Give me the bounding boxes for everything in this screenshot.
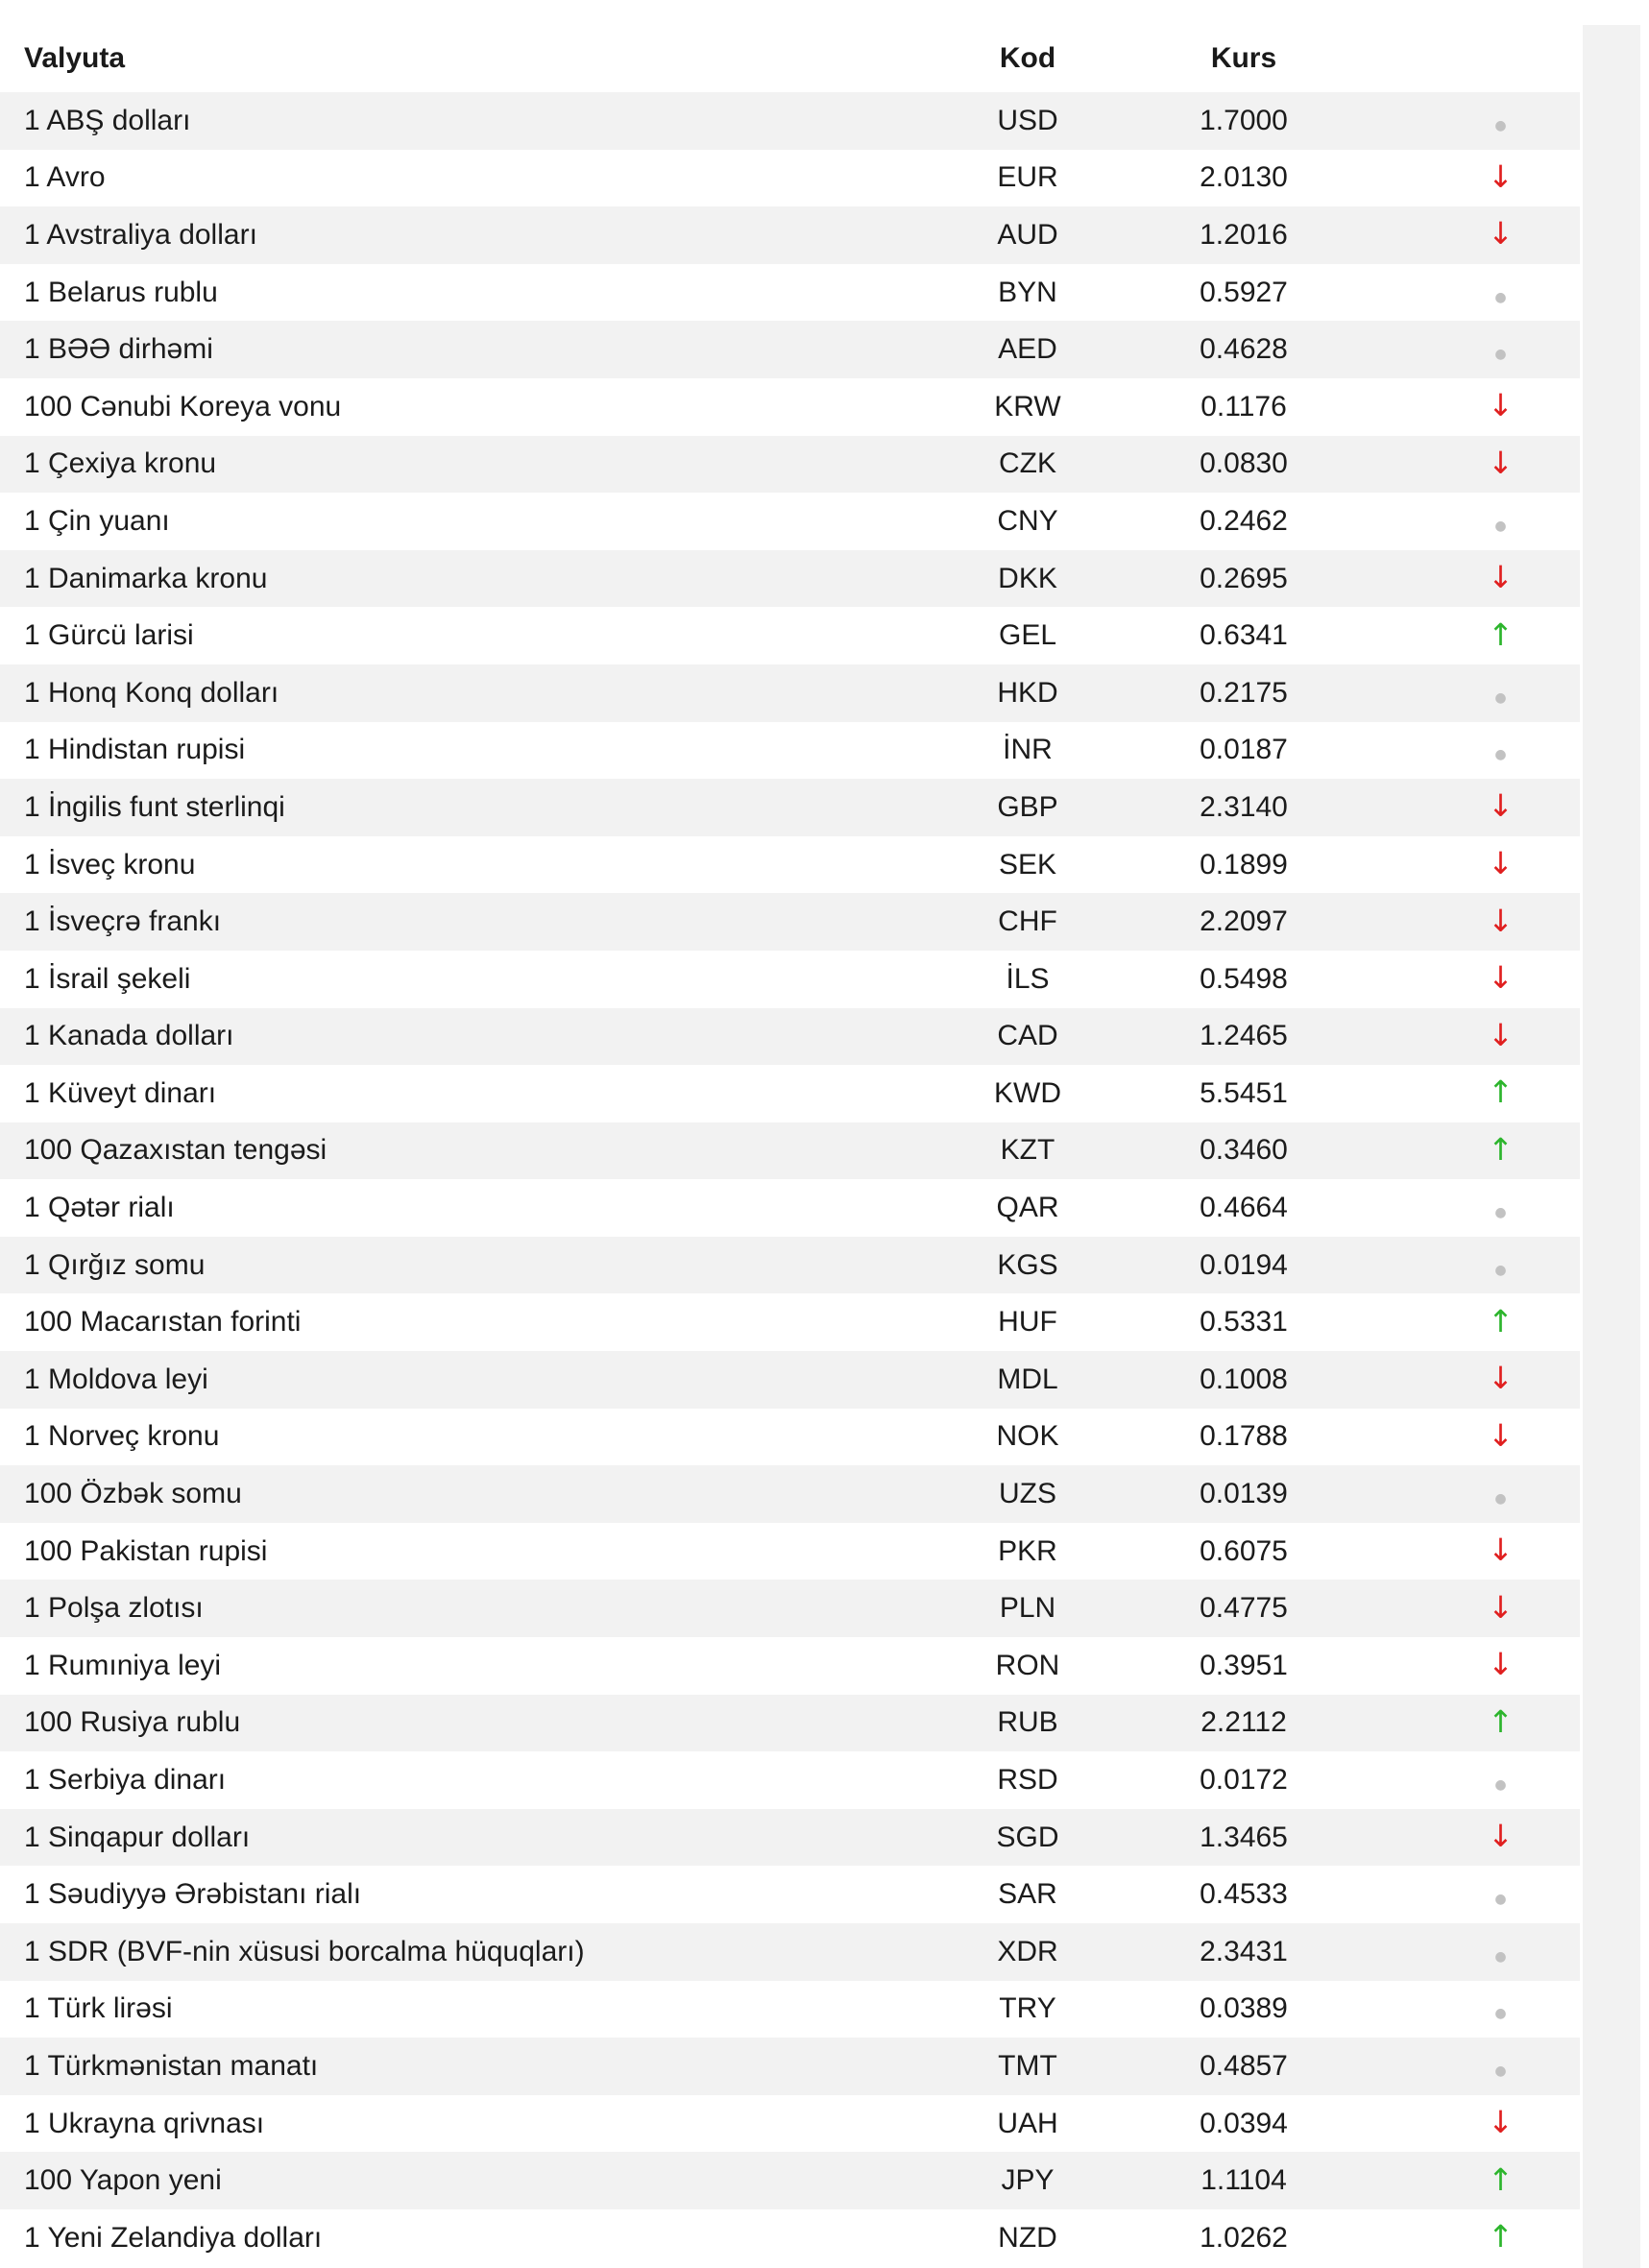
arrow-up-icon: ↑ bbox=[1488, 615, 1514, 653]
currency-name: 1 İngilis funt sterlinqi bbox=[0, 779, 749, 836]
arrow-up-icon: ↑ bbox=[1488, 2160, 1514, 2198]
exchange-rate: 0.6075 bbox=[1133, 1523, 1354, 1580]
table-row bbox=[0, 2209, 1580, 2267]
currency-code: GBP bbox=[749, 779, 1133, 836]
currency-name: 1 Gürcü larisi bbox=[0, 607, 749, 664]
currency-code: NZD bbox=[749, 2209, 1133, 2267]
currency-code: SEK bbox=[749, 836, 1133, 894]
trend-cell bbox=[1354, 378, 1580, 436]
table-row bbox=[0, 1580, 1580, 1637]
exchange-rate: 0.4775 bbox=[1133, 1580, 1354, 1637]
trend-cell bbox=[1354, 1637, 1580, 1695]
currency-name: 100 Cənubi Koreya vonu bbox=[0, 378, 749, 436]
currency-name: 100 Özbək somu bbox=[0, 1465, 749, 1523]
currency-name: 1 Qətər rialı bbox=[0, 1179, 749, 1237]
table-row bbox=[0, 206, 1580, 264]
currency-name: 1 Ukrayna qrivnası bbox=[0, 2095, 749, 2153]
currency-name: 1 Danimarka kronu bbox=[0, 550, 749, 608]
table-body bbox=[0, 92, 1580, 2267]
currency-code: TRY bbox=[749, 1981, 1133, 2039]
currency-name: 1 Honq Konq dolları bbox=[0, 664, 749, 722]
trend-cell bbox=[1354, 436, 1580, 494]
trend-cell bbox=[1354, 92, 1580, 150]
currency-code: CZK bbox=[749, 436, 1133, 494]
currency-name: 1 Moldova leyi bbox=[0, 1351, 749, 1409]
currency-code: RUB bbox=[749, 1695, 1133, 1752]
header-trend bbox=[1354, 25, 1580, 92]
dot-icon: ● bbox=[1494, 347, 1507, 363]
currency-code: UAH bbox=[749, 2095, 1133, 2153]
trend-cell bbox=[1354, 836, 1580, 894]
currency-name: 1 Qırğız somu bbox=[0, 1237, 749, 1294]
currency-code: KGS bbox=[749, 1237, 1133, 1294]
exchange-rate: 0.0139 bbox=[1133, 1465, 1354, 1523]
trend-cell bbox=[1354, 1465, 1580, 1523]
table-row bbox=[0, 2038, 1580, 2095]
exchange-rate: 0.6341 bbox=[1133, 607, 1354, 664]
currency-code: TMT bbox=[749, 2038, 1133, 2095]
currency-code: AUD bbox=[749, 206, 1133, 264]
currency-code: CNY bbox=[749, 493, 1133, 550]
trend-cell bbox=[1354, 1008, 1580, 1066]
currency-name: 1 İsrail şekeli bbox=[0, 951, 749, 1008]
currency-code: HKD bbox=[749, 664, 1133, 722]
currency-name: 1 Kanada dolları bbox=[0, 1008, 749, 1066]
dot-icon: ● bbox=[1494, 1777, 1507, 1794]
currency-code: EUR bbox=[749, 150, 1133, 207]
currency-name: 1 Avstraliya dolları bbox=[0, 206, 749, 264]
exchange-rate: 0.4533 bbox=[1133, 1866, 1354, 1923]
trend-cell bbox=[1354, 2209, 1580, 2267]
header-row bbox=[0, 25, 1580, 92]
currency-name: 1 Çin yuanı bbox=[0, 493, 749, 550]
table-row bbox=[0, 1751, 1580, 1809]
currency-code: RSD bbox=[749, 1751, 1133, 1809]
arrow-down-icon: ↓ bbox=[1488, 902, 1514, 939]
dot-icon: ● bbox=[1494, 1262, 1507, 1278]
table-row bbox=[0, 1008, 1580, 1066]
dot-icon: ● bbox=[1494, 2006, 1507, 2022]
exchange-rate: 1.1104 bbox=[1133, 2152, 1354, 2209]
dot-icon: ● bbox=[1494, 1892, 1507, 1908]
table-row bbox=[0, 264, 1580, 322]
currency-code: KZT bbox=[749, 1122, 1133, 1180]
exchange-rate: 0.3951 bbox=[1133, 1637, 1354, 1695]
currency-name: 100 Pakistan rupisi bbox=[0, 1523, 749, 1580]
table-row bbox=[0, 836, 1580, 894]
trend-cell bbox=[1354, 1065, 1580, 1122]
exchange-rate: 0.5927 bbox=[1133, 264, 1354, 322]
trend-cell bbox=[1354, 2095, 1580, 2153]
table-row bbox=[0, 1809, 1580, 1867]
exchange-rate: 1.2016 bbox=[1133, 206, 1354, 264]
exchange-rate: 0.5498 bbox=[1133, 951, 1354, 1008]
trend-cell bbox=[1354, 722, 1580, 780]
table-row bbox=[0, 1409, 1580, 1466]
currency-code: MDL bbox=[749, 1351, 1133, 1409]
table-row bbox=[0, 2152, 1580, 2209]
exchange-rate: 1.3465 bbox=[1133, 1809, 1354, 1867]
exchange-rate: 2.3140 bbox=[1133, 779, 1354, 836]
currency-name: 1 Belarus rublu bbox=[0, 264, 749, 322]
trend-cell bbox=[1354, 893, 1580, 951]
dot-icon: ● bbox=[1494, 518, 1507, 534]
arrow-down-icon: ↓ bbox=[1488, 1588, 1514, 1626]
table-row bbox=[0, 2095, 1580, 2153]
dot-icon: ● bbox=[1494, 1205, 1507, 1221]
exchange-rate: 0.1176 bbox=[1133, 378, 1354, 436]
currency-name: 1 Küveyt dinarı bbox=[0, 1065, 749, 1122]
table-row bbox=[0, 893, 1580, 951]
currency-code: NOK bbox=[749, 1409, 1133, 1466]
table-row bbox=[0, 1237, 1580, 1294]
arrow-down-icon: ↓ bbox=[1488, 387, 1514, 424]
arrow-down-icon: ↓ bbox=[1488, 157, 1514, 195]
table-row bbox=[0, 378, 1580, 436]
currency-name: 1 İsveçrə frankı bbox=[0, 893, 749, 951]
currency-name: 1 SDR (BVF-nin xüsusi borcalma hüquqları) bbox=[0, 1923, 749, 1981]
table-row bbox=[0, 1923, 1580, 1981]
currency-name: 1 Serbiya dinarı bbox=[0, 1751, 749, 1809]
arrow-up-icon: ↑ bbox=[1488, 1074, 1514, 1111]
exchange-rate: 0.1899 bbox=[1133, 836, 1354, 894]
table-row bbox=[0, 664, 1580, 722]
exchange-rate: 0.4628 bbox=[1133, 321, 1354, 378]
currency-code: İNR bbox=[749, 722, 1133, 780]
table-row bbox=[0, 1981, 1580, 2039]
arrow-down-icon: ↓ bbox=[1488, 444, 1514, 481]
header-code: Kod bbox=[999, 42, 1056, 74]
trend-cell bbox=[1354, 1293, 1580, 1351]
currency-name: 1 Türk lirəsi bbox=[0, 1981, 749, 2039]
table-row bbox=[0, 607, 1580, 664]
currency-code: SGD bbox=[749, 1809, 1133, 1867]
trend-cell bbox=[1354, 1122, 1580, 1180]
arrow-down-icon: ↓ bbox=[1488, 559, 1514, 596]
dot-icon: ● bbox=[1494, 289, 1507, 305]
trend-cell bbox=[1354, 1809, 1580, 1867]
arrow-up-icon: ↑ bbox=[1488, 1302, 1514, 1339]
arrow-up-icon: ↑ bbox=[1488, 2218, 1514, 2256]
currency-name: 1 Sinqapur dolları bbox=[0, 1809, 749, 1867]
currency-rates-table bbox=[0, 25, 1580, 2267]
currency-code: QAR bbox=[749, 1179, 1133, 1237]
arrow-down-icon: ↓ bbox=[1488, 1016, 1514, 1053]
exchange-rate: 0.0187 bbox=[1133, 722, 1354, 780]
currency-code: CHF bbox=[749, 893, 1133, 951]
arrow-down-icon: ↓ bbox=[1488, 1646, 1514, 1683]
currency-code: HUF bbox=[749, 1293, 1133, 1351]
currency-name: 1 Avro bbox=[0, 150, 749, 207]
currency-name: 100 Yapon yeni bbox=[0, 2152, 749, 2209]
arrow-up-icon: ↑ bbox=[1488, 1702, 1514, 1740]
exchange-rate: 1.0262 bbox=[1133, 2209, 1354, 2267]
exchange-rate: 0.4857 bbox=[1133, 2038, 1354, 2095]
currency-code: CAD bbox=[749, 1008, 1133, 1066]
currency-code: XDR bbox=[749, 1923, 1133, 1981]
exchange-rate: 0.0172 bbox=[1133, 1751, 1354, 1809]
trend-cell bbox=[1354, 1580, 1580, 1637]
currency-name: 100 Rusiya rublu bbox=[0, 1695, 749, 1752]
currency-name: 1 Polşa zlotısı bbox=[0, 1580, 749, 1637]
exchange-rate: 0.0394 bbox=[1133, 2095, 1354, 2153]
exchange-rate: 1.2465 bbox=[1133, 1008, 1354, 1066]
arrow-down-icon: ↓ bbox=[1488, 787, 1514, 825]
currency-name: 1 Norveç kronu bbox=[0, 1409, 749, 1466]
trend-cell bbox=[1354, 1866, 1580, 1923]
exchange-rate: 0.0389 bbox=[1133, 1981, 1354, 2039]
trend-cell bbox=[1354, 206, 1580, 264]
exchange-rate: 2.3431 bbox=[1133, 1923, 1354, 1981]
table-row bbox=[0, 1122, 1580, 1180]
exchange-rate: 0.3460 bbox=[1133, 1122, 1354, 1180]
dot-icon: ● bbox=[1494, 117, 1507, 133]
exchange-rate: 0.1008 bbox=[1133, 1351, 1354, 1409]
trend-cell bbox=[1354, 951, 1580, 1008]
arrow-down-icon: ↓ bbox=[1488, 845, 1514, 882]
currency-code: SAR bbox=[749, 1866, 1133, 1923]
arrow-down-icon: ↓ bbox=[1488, 2104, 1514, 2141]
table-row bbox=[0, 92, 1580, 150]
trend-cell bbox=[1354, 493, 1580, 550]
trend-cell bbox=[1354, 550, 1580, 608]
table-row bbox=[0, 1695, 1580, 1752]
currency-name: 100 Macarıstan forinti bbox=[0, 1293, 749, 1351]
trend-cell bbox=[1354, 607, 1580, 664]
trend-cell bbox=[1354, 1523, 1580, 1580]
dot-icon: ● bbox=[1494, 747, 1507, 763]
exchange-rate: 2.2112 bbox=[1133, 1695, 1354, 1752]
exchange-rate: 1.7000 bbox=[1133, 92, 1354, 150]
dot-icon: ● bbox=[1494, 1948, 1507, 1965]
currency-code: PKR bbox=[749, 1523, 1133, 1580]
table-row bbox=[0, 1523, 1580, 1580]
table-row bbox=[0, 550, 1580, 608]
trend-cell bbox=[1354, 779, 1580, 836]
dot-icon: ● bbox=[1494, 1491, 1507, 1508]
exchange-rate: 0.0194 bbox=[1133, 1237, 1354, 1294]
table-row bbox=[0, 150, 1580, 207]
exchange-rate: 2.2097 bbox=[1133, 893, 1354, 951]
trend-cell bbox=[1354, 1981, 1580, 2039]
currency-code: AED bbox=[749, 321, 1133, 378]
currency-code: USD bbox=[749, 92, 1133, 150]
exchange-rate: 0.2175 bbox=[1133, 664, 1354, 722]
trend-cell bbox=[1354, 2038, 1580, 2095]
currency-code: DKK bbox=[749, 550, 1133, 608]
currency-code: UZS bbox=[749, 1465, 1133, 1523]
table-row bbox=[0, 1465, 1580, 1523]
trend-cell bbox=[1354, 2152, 1580, 2209]
exchange-rate: 0.5331 bbox=[1133, 1293, 1354, 1351]
currency-name: 1 BƏƏ dirhəmi bbox=[0, 321, 749, 378]
table-row bbox=[0, 493, 1580, 550]
exchange-rate: 0.2462 bbox=[1133, 493, 1354, 550]
header-rate: Kurs bbox=[1210, 42, 1277, 74]
exchange-rate: 0.4664 bbox=[1133, 1179, 1354, 1237]
trend-cell bbox=[1354, 264, 1580, 322]
table-header bbox=[0, 25, 1580, 92]
table-row bbox=[0, 951, 1580, 1008]
trend-cell bbox=[1354, 1351, 1580, 1409]
trend-cell bbox=[1354, 664, 1580, 722]
currency-code: GEL bbox=[749, 607, 1133, 664]
currency-code: KWD bbox=[749, 1065, 1133, 1122]
trend-cell bbox=[1354, 1237, 1580, 1294]
currency-name: 1 Türkmənistan manatı bbox=[0, 2038, 749, 2095]
exchange-rate: 5.5451 bbox=[1133, 1065, 1354, 1122]
arrow-down-icon: ↓ bbox=[1488, 1416, 1514, 1454]
currency-code: BYN bbox=[749, 264, 1133, 322]
currency-code: JPY bbox=[749, 2152, 1133, 2209]
table-row bbox=[0, 321, 1580, 378]
table-row bbox=[0, 722, 1580, 780]
currency-name: 1 Rumıniya leyi bbox=[0, 1637, 749, 1695]
currency-code: PLN bbox=[749, 1580, 1133, 1637]
currency-name: 100 Qazaxıstan tengəsi bbox=[0, 1122, 749, 1180]
trend-cell bbox=[1354, 1923, 1580, 1981]
table-row bbox=[0, 1637, 1580, 1695]
table-row bbox=[0, 1065, 1580, 1122]
dot-icon: ● bbox=[1494, 689, 1507, 706]
table-row bbox=[0, 779, 1580, 836]
exchange-rate: 2.0130 bbox=[1133, 150, 1354, 207]
dot-icon: ● bbox=[1494, 2063, 1507, 2079]
exchange-rate: 0.2695 bbox=[1133, 550, 1354, 608]
trend-cell bbox=[1354, 1179, 1580, 1237]
currency-name: 1 İsveç kronu bbox=[0, 836, 749, 894]
trend-cell bbox=[1354, 1751, 1580, 1809]
currency-name: 1 Hindistan rupisi bbox=[0, 722, 749, 780]
trend-cell bbox=[1354, 150, 1580, 207]
trend-cell bbox=[1354, 1409, 1580, 1466]
arrow-down-icon: ↓ bbox=[1488, 1818, 1514, 1855]
table-row bbox=[0, 1179, 1580, 1237]
arrow-up-icon: ↑ bbox=[1488, 1130, 1514, 1168]
currency-name: 1 ABŞ dolları bbox=[0, 92, 749, 150]
table-row bbox=[0, 1351, 1580, 1409]
currency-code: RON bbox=[749, 1637, 1133, 1695]
table-row bbox=[0, 436, 1580, 494]
currency-name: 1 Çexiya kronu bbox=[0, 436, 749, 494]
header-currency: Valyuta bbox=[24, 42, 126, 74]
currency-name: 1 Yeni Zelandiya dolları bbox=[0, 2209, 749, 2267]
exchange-rate: 0.1788 bbox=[1133, 1409, 1354, 1466]
trend-cell bbox=[1354, 1695, 1580, 1752]
exchange-rate: 0.0830 bbox=[1133, 436, 1354, 494]
table-row bbox=[0, 1866, 1580, 1923]
table-row bbox=[0, 1293, 1580, 1351]
currency-code: İLS bbox=[749, 951, 1133, 1008]
arrow-down-icon: ↓ bbox=[1488, 959, 1514, 997]
currency-code: KRW bbox=[749, 378, 1133, 436]
currency-name: 1 Səudiyyə Ərəbistanı rialı bbox=[0, 1866, 749, 1923]
trend-cell bbox=[1354, 321, 1580, 378]
arrow-down-icon: ↓ bbox=[1488, 1360, 1514, 1397]
arrow-down-icon: ↓ bbox=[1488, 1532, 1514, 1569]
arrow-down-icon: ↓ bbox=[1488, 215, 1514, 253]
scrollbar-track[interactable] bbox=[1583, 25, 1640, 2268]
